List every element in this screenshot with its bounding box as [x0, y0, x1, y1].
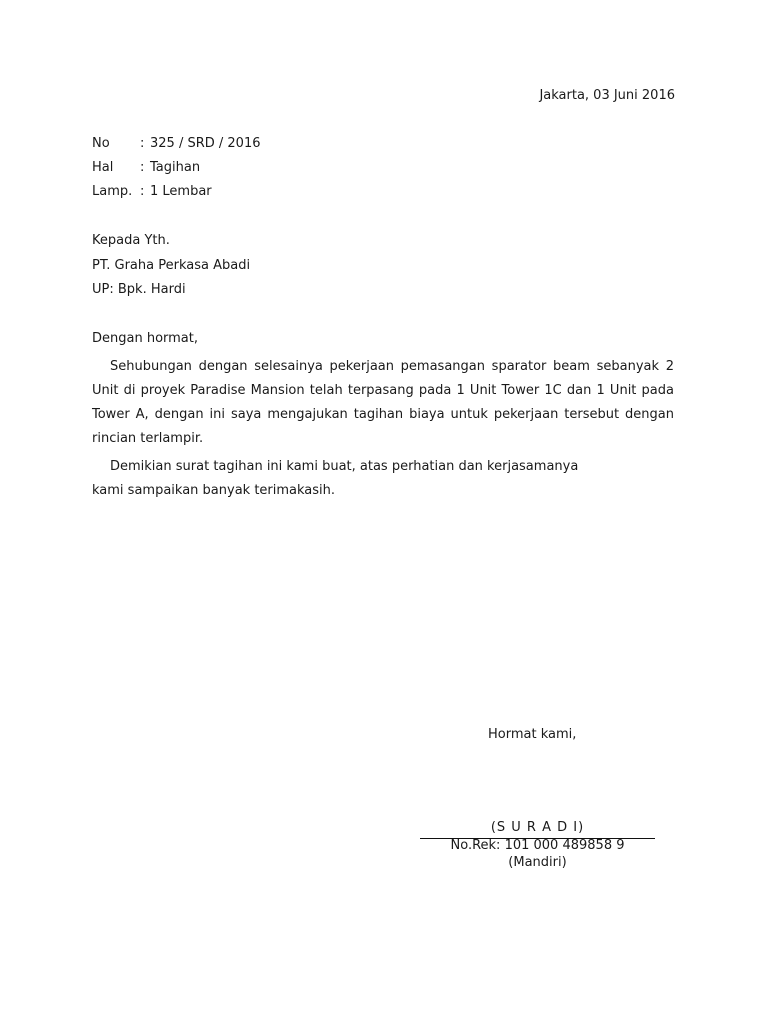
meta-label: Lamp. [92, 184, 133, 199]
recipient-to: Kepada Yth. [92, 233, 170, 248]
body-paragraph-2 [92, 455, 592, 503]
bank-name: (Mandiri) [508, 855, 567, 870]
signatory-name: (S U R A D I) [490, 820, 585, 835]
meta-row-attachment [92, 184, 212, 200]
meta-label: Hal [92, 160, 114, 175]
meta-separator: : [140, 184, 145, 199]
greeting: Dengan hormat, [92, 331, 199, 346]
meta-separator: : [140, 160, 145, 175]
meta-value: Tagihan [150, 160, 201, 175]
meta-separator: : [140, 136, 145, 151]
closing: Hormat kami, [488, 727, 577, 742]
meta-row-subject [92, 160, 200, 176]
body-paragraph-1 [92, 355, 674, 451]
meta-value: 1 Lembar [150, 184, 212, 199]
place-date: Jakarta, 03 Juni 2016 [539, 88, 675, 103]
body-paragraph-1-text: Sehubungan dengan selesainya pekerjaan pemasangan sparator beam sebanyak 2 Unit di proyek Paradise Mansion telah terpasang pada 1 Unit Tower 1C dan 1 Unit pada Tower A, dengan ini saya mengajukan tagihan biaya untuk pekerjaan tersebut dengan rincian terlampir. [92, 359, 674, 446]
meta-value: 325 / SRD / 2016 [150, 136, 261, 151]
body-paragraph-2-text: Demikian surat tagihan ini kami buat, atas perhatian dan kerjasamanya kami sampaikan banyak terimakasih. [92, 459, 579, 498]
recipient-attention: UP: Bpk. Hardi [92, 282, 186, 297]
meta-row-number [92, 136, 260, 152]
recipient-company: PT. Graha Perkasa Abadi [92, 258, 251, 273]
meta-label: No [92, 136, 110, 151]
bank-account: No.Rek: 101 000 489858 9 [450, 838, 625, 853]
